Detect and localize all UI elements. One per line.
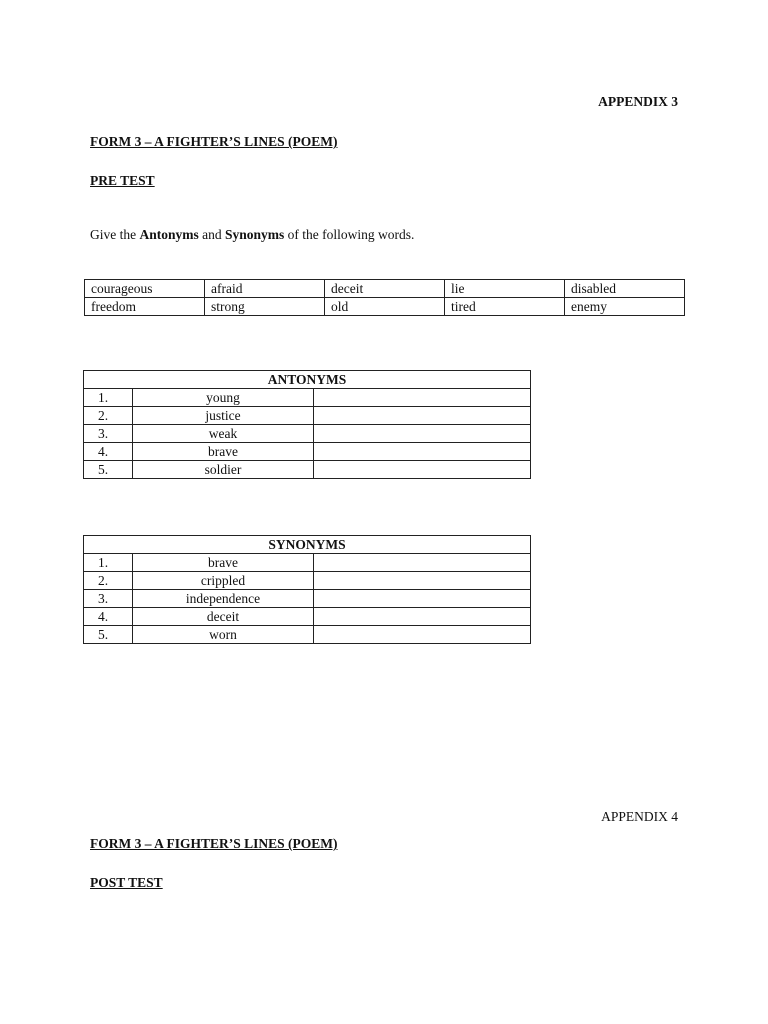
instruction-antonyms: Antonyms — [139, 227, 199, 242]
instruction-prefix: Give the — [90, 227, 140, 242]
row-number: 1. — [84, 554, 133, 572]
table-row — [85, 280, 685, 298]
table-row — [84, 407, 531, 425]
row-number: 5. — [84, 626, 133, 644]
row-number: 4. — [84, 443, 133, 461]
instruction-middle: and — [198, 227, 226, 242]
appendix-3-label: APPENDIX 3 — [598, 94, 678, 109]
synonym-word: crippled — [133, 572, 314, 590]
antonym-word: brave — [133, 443, 314, 461]
table-row — [85, 298, 685, 316]
table-row — [84, 389, 531, 407]
instruction-text — [90, 227, 414, 243]
table-row — [84, 554, 531, 572]
synonym-word: deceit — [133, 608, 314, 626]
synonym-word: worn — [133, 626, 314, 644]
word-cell: courageous — [85, 280, 205, 298]
answer-cell[interactable] — [314, 443, 531, 461]
antonym-word: soldier — [133, 461, 314, 479]
antonym-word: weak — [133, 425, 314, 443]
row-number: 3. — [84, 590, 133, 608]
pre-test-heading: PRE TEST — [90, 173, 155, 188]
synonyms-table — [83, 535, 531, 644]
table-header-row — [84, 371, 531, 389]
table-header-row — [84, 536, 531, 554]
answer-cell[interactable] — [314, 407, 531, 425]
antonym-word: young — [133, 389, 314, 407]
word-cell: old — [325, 298, 445, 316]
synonym-word: brave — [133, 554, 314, 572]
instruction-suffix: of the following words. — [284, 227, 415, 242]
form-title-posttest: FORM 3 – A FIGHTER’S LINES (POEM) — [90, 836, 338, 851]
antonyms-header: ANTONYMS — [84, 371, 531, 389]
word-cell: strong — [205, 298, 325, 316]
row-number: 4. — [84, 608, 133, 626]
word-cell: disabled — [565, 280, 685, 298]
answer-cell[interactable] — [314, 608, 531, 626]
answer-cell[interactable] — [314, 554, 531, 572]
instruction-synonyms: Synonyms — [225, 227, 285, 242]
word-cell: freedom — [85, 298, 205, 316]
row-number: 2. — [84, 572, 133, 590]
table-row — [84, 608, 531, 626]
table-row — [84, 461, 531, 479]
table-row — [84, 590, 531, 608]
answer-cell[interactable] — [314, 425, 531, 443]
antonym-word: justice — [133, 407, 314, 425]
answer-cell[interactable] — [314, 590, 531, 608]
form-title-pretest: FORM 3 – A FIGHTER’S LINES (POEM) — [90, 134, 338, 149]
row-number: 1. — [84, 389, 133, 407]
row-number: 3. — [84, 425, 133, 443]
table-row — [84, 425, 531, 443]
synonyms-header: SYNONYMS — [84, 536, 531, 554]
answer-cell[interactable] — [314, 461, 531, 479]
answer-cell[interactable] — [314, 389, 531, 407]
row-number: 5. — [84, 461, 133, 479]
table-row — [84, 572, 531, 590]
word-list-table — [84, 279, 685, 316]
answer-cell[interactable] — [314, 626, 531, 644]
word-cell: afraid — [205, 280, 325, 298]
antonyms-table — [83, 370, 531, 479]
table-row — [84, 626, 531, 644]
row-number: 2. — [84, 407, 133, 425]
word-cell: lie — [445, 280, 565, 298]
table-row — [84, 443, 531, 461]
synonym-word: independence — [133, 590, 314, 608]
appendix-4-label: APPENDIX 4 — [601, 809, 678, 824]
word-cell: enemy — [565, 298, 685, 316]
answer-cell[interactable] — [314, 572, 531, 590]
word-cell: deceit — [325, 280, 445, 298]
post-test-heading: POST TEST — [90, 875, 163, 890]
word-cell: tired — [445, 298, 565, 316]
